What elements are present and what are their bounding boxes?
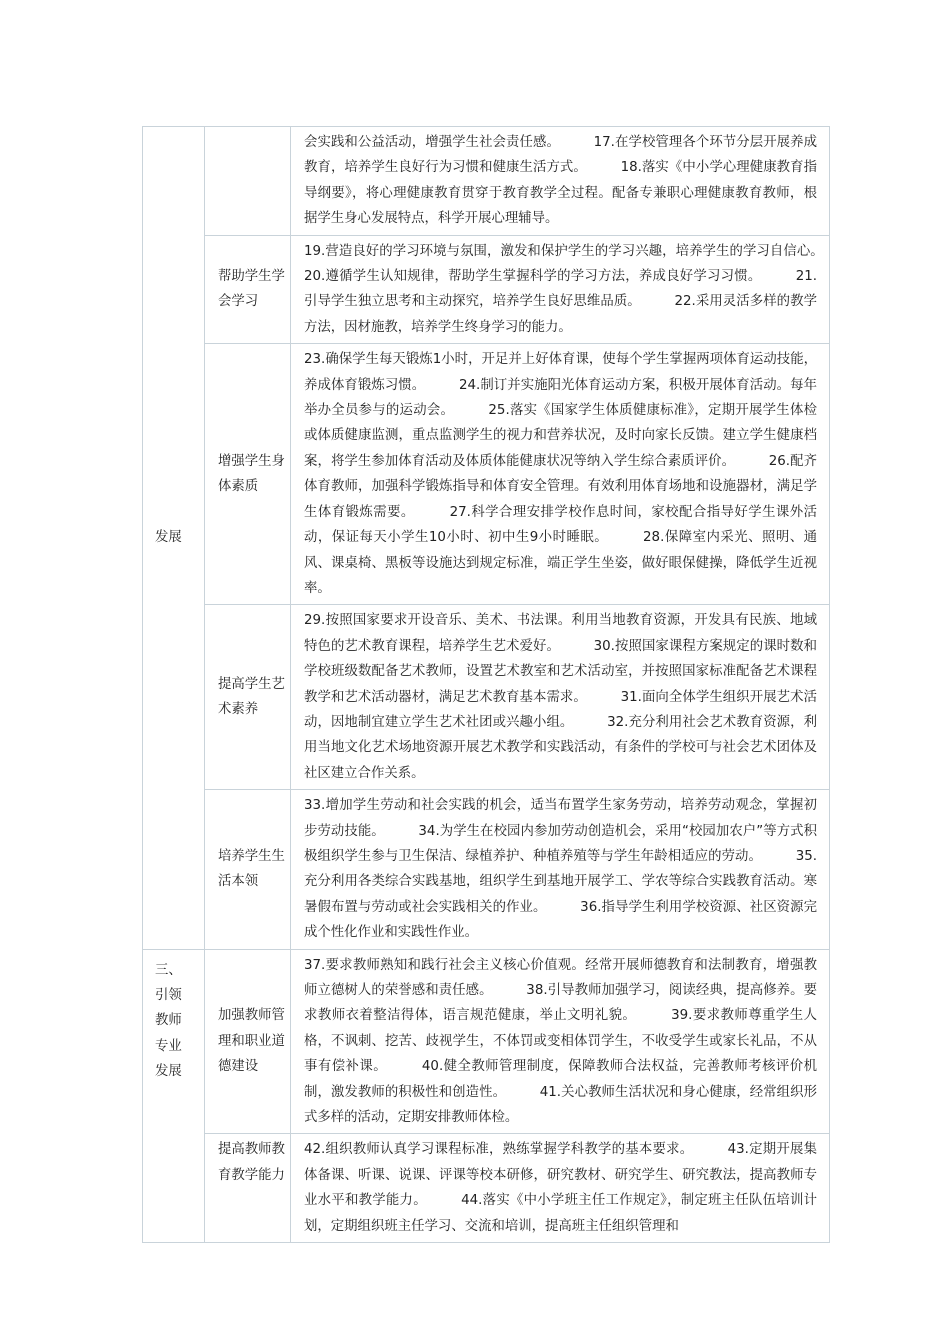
category-cell — [205, 127, 291, 236]
table-row — [143, 344, 830, 605]
category-cell — [205, 605, 291, 790]
content-text: 23.确保学生每天锻炼1小时，开足并上好体育课，使每个学生掌握两项体育运动技能，养成体育锻炼习惯。 24.制订并实施阳光体育运动方案，积极开展体育活动。每年举办全员参与的运动会。 25.落实《国家学生体质健康标准》，定期开展学生体检或体质健康监测，重点监测学生的视力和营养状况，及时向家长反馈。建立学生健康档案，将学生参加体育活动及体质体能健康状况等纳入学生综合素质评价。 26.配齐体育教师，加强科学锻炼指导和体育安全管理。有效利用体育场地和设施器材，满足学生体育锻炼需要。 27.科学合理安排学校作息时间，家校配合指导好学生课外活动，保证每天小学生10小时、初中生9小时睡眠。 28.保障室内采光、照明、通风、课桌椅、黑板等设施达到规定标准，端正学生坐姿，做好眼保健操，降低学生近视率。 — [304, 352, 817, 596]
table-row — [143, 790, 830, 949]
content-cell — [291, 344, 830, 605]
content-cell — [291, 1134, 830, 1243]
content-cell — [291, 235, 858, 344]
content-cell — [291, 605, 830, 790]
category-cell — [205, 790, 291, 949]
table-row — [143, 949, 830, 1134]
table-row — [143, 127, 830, 236]
section-label: 三、引领教师专业发展 — [155, 962, 182, 1080]
standards-table — [142, 126, 858, 1243]
category-cell — [205, 235, 291, 344]
content-text: 会实践和公益活动，增强学生社会责任感。 17.在学校管理各个环节分层开展养成教育，培养学生良好行为习惯和健康生活方式。 18.落实《中小学心理健康教育指导纲要》，将心理健康教育贯穿于教育教学全过程。配备专兼职心理健康教育教师，根据学生身心发展特点，科学开展心理辅导。 — [304, 135, 817, 227]
content-cell — [291, 790, 830, 949]
table-row — [143, 1134, 830, 1243]
content-text: 33.增加学生劳动和社会实践的机会，适当布置学生家务劳动，培养劳动观念，掌握初步劳动技能。 34.为学生在校园内参加劳动创造机会，采用“校园加农户”等方式积极组织学生参与卫生保洁、绿植养护、种植养殖等与学生年龄相适应的劳动。 35.充分利用各类综合实践基地，组织学生到基地开展学工、学农等综合实践教育活动。寒暑假布置与劳动或社会实践相关的作业。 36.指导学生利用学校资源、社区资源完成个性化作业和实践性作业。 — [304, 798, 817, 941]
table-row — [143, 235, 830, 344]
category-cell — [205, 1134, 291, 1243]
content-text: 42.组织教师认真学习课程标准，熟练掌握学科教学的基本要求。 43.定期开展集体备课、听课、说课、评课等校本研修，研究教材、研究学生、研究教法，提高教师专业水平和教学能力。 44.落实《中小学班主任工作规定》，制定班主任队伍培训计划，定期组织班主任学习、交流和培训，提高班主任组织管理和 — [304, 1142, 817, 1234]
category-label: 增强学生身体素质 — [218, 453, 285, 495]
content-text: 29.按照国家要求开设音乐、美术、书法课。利用当地教育资源，开发具有民族、地域特色的艺术教育课程，培养学生艺术爱好。 30.按照国家课程方案规定的课时数和学校班级数配备艺术教师，设置艺术教室和艺术活动室，并按照国家标准配备艺术课程教学和艺术活动器材，满足艺术教育基本需求。 31.面向全体学生组织开展艺术活动，因地制宜建立学生艺术社团或兴趣小组。 32.充分利用社会艺术教育资源，利用当地文化艺术场地资源开展艺术教学和实践活动，有条件的学校可与社会艺术团体及社区建立合作关系。 — [304, 613, 817, 781]
table-row — [143, 605, 830, 790]
content-cell — [291, 949, 830, 1134]
content-cell — [291, 127, 830, 236]
section-cell — [143, 949, 205, 1242]
category-label: 帮助学生学会学习 — [218, 269, 285, 310]
category-label: 提高教师教育教学能力 — [218, 1142, 285, 1183]
content-text: 37.要求教师熟知和践行社会主义核心价值观。经常开展师德教育和法制教育，增强教师立德树人的荣誉感和责任感。 38.引导教师加强学习，阅读经典，提高修养。要求教师衣着整洁得体，语言规范健康，举止文明礼貌。 39.要求教师尊重学生人格，不讽刺、挖苦、歧视学生，不体罚或变相体罚学生，不收受学生或家长礼品，不从事有偿补课。 40.健全教师管理制度，保障教师合法权益，完善教师考核评价机制，激发教师的积极性和创造性。 41.关心教师生活状况和身心健康，经常组织形式多样的活动，定期安排教师体检。 — [304, 957, 817, 1126]
category-label: 提高学生艺术素养 — [218, 676, 285, 718]
section-cell — [143, 127, 205, 950]
section-label: 发展 — [155, 530, 182, 546]
category-cell — [205, 344, 291, 605]
category-label: 加强教师管理和职业道德建设 — [218, 1008, 285, 1075]
category-label: 培养学生生活本领 — [218, 848, 285, 890]
category-cell — [205, 949, 291, 1134]
content-text: 19.营造良好的学习环境与氛围，激发和保护学生的学习兴趣，培养学生的学习自信心。 20.遵循学生认知规律，帮助学生掌握科学的学习方法，养成良好学习习惯。 21.引导学生独立思考和主动探究，培养学生良好思维品质。 22.采用灵活多样的教学方法，因材施教，培养学生终身学习的能力。 — [304, 243, 858, 335]
